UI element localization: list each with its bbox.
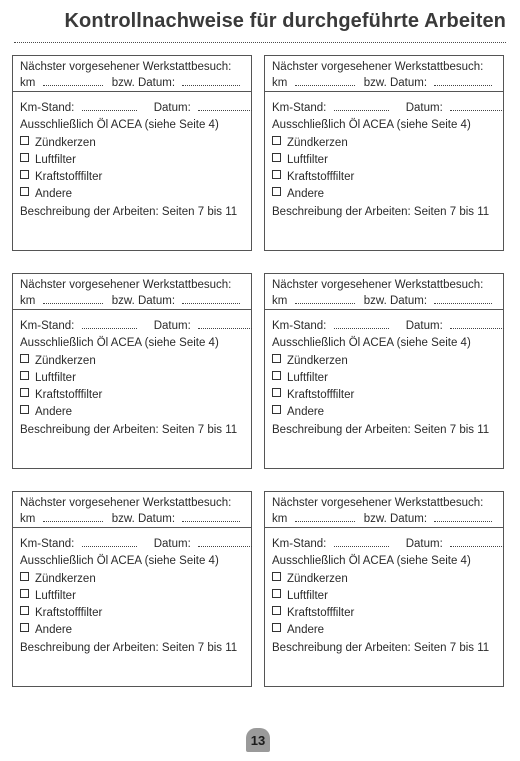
- checkbox-icon[interactable]: [272, 388, 281, 397]
- date-input[interactable]: [434, 511, 492, 522]
- next-visit-label: Nächster vorgesehener Werkstattbesuch:: [20, 497, 232, 509]
- km-input[interactable]: [295, 75, 355, 86]
- checkbox-item[interactable]: Kraftstofffilter: [272, 169, 503, 186]
- km-stand-input[interactable]: [82, 318, 137, 329]
- description-note: Beschreibung der Arbeiten: Seiten 7 bis 11: [20, 423, 238, 436]
- checkbox-item[interactable]: Zündkerzen: [272, 353, 503, 370]
- checkbox-item[interactable]: Kraftstofffilter: [272, 387, 503, 404]
- oil-note: Ausschließlich Öl ACEA (siehe Seite 4): [20, 119, 219, 132]
- km-stand-input[interactable]: [334, 536, 389, 547]
- service-section: [265, 92, 503, 221]
- service-date-input[interactable]: [450, 536, 504, 547]
- next-visit-label: Nächster vorgesehener Werkstattbesuch:: [20, 61, 232, 73]
- checkbox-item[interactable]: Andere: [272, 186, 503, 203]
- km-input[interactable]: [295, 293, 355, 304]
- checkbox-icon[interactable]: [272, 623, 281, 632]
- oil-note: Ausschließlich Öl ACEA (siehe Seite 4): [272, 119, 471, 132]
- description-note: Beschreibung der Arbeiten: Seiten 7 bis 11: [20, 205, 238, 218]
- checkbox-item[interactable]: Zündkerzen: [20, 135, 251, 152]
- service-section: [13, 528, 251, 657]
- checkbox-icon[interactable]: [20, 606, 29, 615]
- service-date-input[interactable]: [450, 318, 504, 329]
- service-section: [265, 310, 503, 439]
- checkbox-icon[interactable]: [272, 170, 281, 179]
- km-stand-input[interactable]: [334, 318, 389, 329]
- km-input[interactable]: [43, 293, 103, 304]
- checkbox-item[interactable]: Luftfilter: [20, 370, 251, 387]
- checkbox-icon[interactable]: [20, 187, 29, 196]
- service-date-input[interactable]: [198, 536, 252, 547]
- description-note: Beschreibung der Arbeiten: Seiten 7 bis 11: [272, 205, 490, 218]
- km-stand-row: Km-Stand: Datum:: [272, 318, 503, 335]
- page-number: 13: [246, 728, 270, 752]
- checkbox-item[interactable]: Andere: [20, 186, 251, 203]
- checkbox-icon[interactable]: [20, 572, 29, 581]
- next-visit-label: Nächster vorgesehener Werkstattbesuch:: [20, 279, 232, 291]
- km-input[interactable]: [43, 511, 103, 522]
- checkbox-icon[interactable]: [272, 589, 281, 598]
- service-section: [265, 528, 503, 657]
- oil-note: Ausschließlich Öl ACEA (siehe Seite 4): [272, 337, 471, 350]
- service-record-card: [264, 55, 504, 251]
- service-record-card: [12, 55, 252, 251]
- km-stand-row: Km-Stand: Datum:: [20, 536, 251, 553]
- checkbox-item[interactable]: Zündkerzen: [20, 571, 251, 588]
- checkbox-icon[interactable]: [20, 136, 29, 145]
- checkbox-item[interactable]: Luftfilter: [20, 152, 251, 169]
- service-record-card: [12, 273, 252, 469]
- checkbox-item[interactable]: Luftfilter: [272, 370, 503, 387]
- date-input[interactable]: [182, 75, 240, 86]
- title-divider: [14, 42, 506, 43]
- service-section: [13, 92, 251, 221]
- date-input[interactable]: [182, 511, 240, 522]
- page-title: Kontrollnachweise für durchgeführte Arbeiten: [64, 10, 506, 32]
- service-date-input[interactable]: [198, 318, 252, 329]
- checkbox-item[interactable]: Kraftstofffilter: [272, 605, 503, 622]
- next-visit-label: Nächster vorgesehener Werkstattbesuch:: [272, 279, 484, 291]
- next-visit-section: [13, 56, 251, 92]
- km-stand-row: Km-Stand: Datum:: [272, 536, 503, 553]
- description-note: Beschreibung der Arbeiten: Seiten 7 bis 11: [272, 423, 490, 436]
- oil-note: Ausschließlich Öl ACEA (siehe Seite 4): [20, 555, 219, 568]
- checkbox-icon[interactable]: [20, 388, 29, 397]
- checkbox-item[interactable]: Zündkerzen: [20, 353, 251, 370]
- checkbox-item[interactable]: Andere: [20, 622, 251, 639]
- checkbox-icon[interactable]: [20, 170, 29, 179]
- next-visit-label: Nächster vorgesehener Werkstattbesuch:: [272, 497, 484, 509]
- service-record-card: [12, 491, 252, 687]
- next-visit-section: [265, 492, 503, 528]
- date-input[interactable]: [182, 293, 240, 304]
- km-stand-row: Km-Stand: Datum:: [272, 100, 503, 117]
- service-section: [13, 310, 251, 439]
- checkbox-item[interactable]: Andere: [20, 404, 251, 421]
- km-stand-row: Km-Stand: Datum:: [20, 100, 251, 117]
- checkbox-icon[interactable]: [272, 606, 281, 615]
- next-visit-fields: km bzw. Datum:: [272, 75, 503, 91]
- checkbox-icon[interactable]: [20, 589, 29, 598]
- checkbox-item[interactable]: Luftfilter: [272, 152, 503, 169]
- checkbox-icon[interactable]: [272, 371, 281, 380]
- description-note: Beschreibung der Arbeiten: Seiten 7 bis 11: [272, 641, 490, 654]
- checkbox-icon[interactable]: [272, 405, 281, 414]
- checkbox-icon[interactable]: [20, 354, 29, 363]
- checkbox-item[interactable]: Luftfilter: [272, 588, 503, 605]
- checkbox-item[interactable]: Zündkerzen: [272, 571, 503, 588]
- checkbox-icon[interactable]: [20, 153, 29, 162]
- next-visit-fields: km bzw. Datum:: [20, 75, 251, 91]
- checkbox-item[interactable]: Kraftstofffilter: [20, 387, 251, 404]
- checkbox-item[interactable]: Luftfilter: [20, 588, 251, 605]
- service-date-input[interactable]: [198, 100, 252, 111]
- next-visit-fields: km bzw. Datum:: [272, 293, 503, 309]
- checkbox-icon[interactable]: [272, 572, 281, 581]
- checkbox-item[interactable]: Zündkerzen: [272, 135, 503, 152]
- km-stand-input[interactable]: [334, 100, 389, 111]
- checkbox-icon[interactable]: [20, 371, 29, 380]
- date-input[interactable]: [434, 75, 492, 86]
- checkbox-icon[interactable]: [272, 136, 281, 145]
- next-visit-section: [265, 56, 503, 92]
- km-stand-row: Km-Stand: Datum:: [20, 318, 251, 335]
- km-input[interactable]: [43, 75, 103, 86]
- oil-note: Ausschließlich Öl ACEA (siehe Seite 4): [20, 337, 219, 350]
- checkbox-icon[interactable]: [272, 153, 281, 162]
- km-stand-input[interactable]: [82, 536, 137, 547]
- checkbox-icon[interactable]: [20, 405, 29, 414]
- next-visit-fields: km bzw. Datum:: [20, 511, 251, 527]
- km-input[interactable]: [295, 511, 355, 522]
- service-record-card: [264, 273, 504, 469]
- service-record-card: [264, 491, 504, 687]
- service-date-input[interactable]: [450, 100, 504, 111]
- km-stand-input[interactable]: [82, 100, 137, 111]
- checkbox-icon[interactable]: [272, 187, 281, 196]
- next-visit-fields: km bzw. Datum:: [272, 511, 503, 527]
- checkbox-item[interactable]: Kraftstofffilter: [20, 169, 251, 186]
- checkbox-item[interactable]: Kraftstofffilter: [20, 605, 251, 622]
- description-note: Beschreibung der Arbeiten: Seiten 7 bis 11: [20, 641, 238, 654]
- next-visit-label: Nächster vorgesehener Werkstattbesuch:: [272, 61, 484, 73]
- next-visit-fields: km bzw. Datum:: [20, 293, 251, 309]
- date-input[interactable]: [434, 293, 492, 304]
- checkbox-item[interactable]: Andere: [272, 622, 503, 639]
- next-visit-section: [13, 492, 251, 528]
- oil-note: Ausschließlich Öl ACEA (siehe Seite 4): [272, 555, 471, 568]
- checkbox-icon[interactable]: [272, 354, 281, 363]
- next-visit-section: [13, 274, 251, 310]
- checkbox-item[interactable]: Andere: [272, 404, 503, 421]
- next-visit-section: [265, 274, 503, 310]
- checkbox-icon[interactable]: [20, 623, 29, 632]
